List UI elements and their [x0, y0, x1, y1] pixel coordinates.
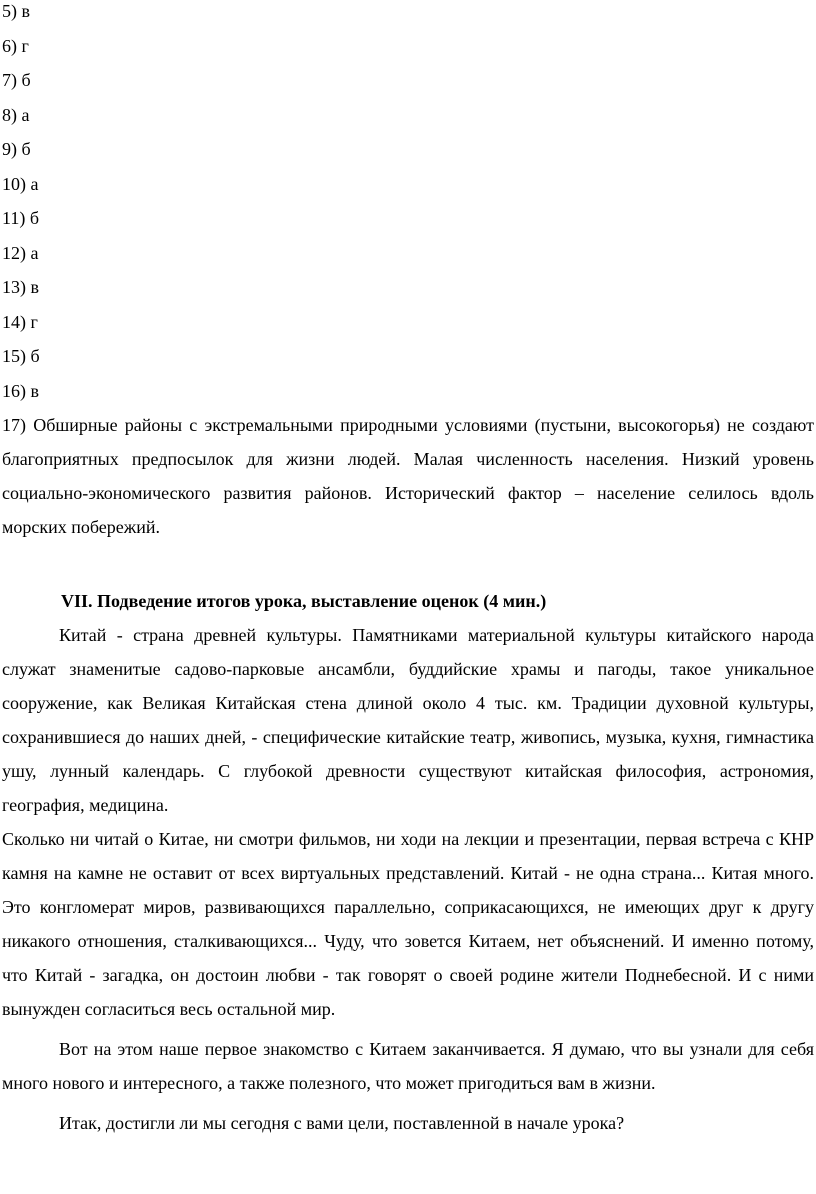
answer-item: 8) а — [2, 104, 30, 125]
answer-17-paragraph: 17) Обширные районы с экстремальными природными условиями (пустыни, высокогорья) не создают благоприятных предпосылок для жизни людей. Малая численность населения. Низкий уровень социально-экономического развития районов. Исторический фактор – население селилось вдоль морских побережий. — [2, 415, 814, 537]
section-heading: VII. Подведение итогов урока, выставление оценок (4 мин.) — [61, 591, 547, 611]
answer-item: 10) а — [2, 173, 39, 194]
answer-item: 12) а — [2, 242, 39, 263]
summary-paragraph-culture: Китай - страна древней культуры. Памятниками материальной культуры китайского народа служат знаменитые садово-парковые ансамбли, буддийские храмы и пагоды, такое уникальное сооружение, как Великая Китайская стена длиной около 4 тыс. км. Традиции духовной культуры, сохранившиеся до наших дней, - специфические китайские театр, живопись, музыка, кухня, гимнастика ушу, лунный календарь. С глубокой древности существуют китайская философия, астрономия, география, медицина. — [2, 625, 814, 815]
answer-list — [2, 0, 814, 408]
answer-item: 11) б — [2, 208, 39, 228]
answer-item: 5) в — [2, 1, 30, 21]
summary-paragraph-china: Сколько ни читай о Китае, ни смотри фильмов, ни ходи на лекции и презентации, первая встреча с КНР камня на камне не оставит от всех виртуальных представлений. Китай - не одна страна... Китая много. Это конгломерат миров, развивающихся параллельно, соприкасающихся, не имеющих друг к другу никакого отношения, сталкивающихся... Чуду, что зовется Китаем, нет объяснений. И именно потому, что Китай - загадка, он достоин любви - так говорят о своей родине жители Поднебесной. И с ними вынужден согласиться весь остальной мир. — [2, 829, 814, 1019]
answer-item: 14) г — [2, 311, 38, 332]
question-paragraph: Итак, достигли ли мы сегодня с вами цели, поставленной в начале урока? — [59, 1113, 625, 1133]
answer-item: 16) в — [2, 380, 39, 401]
closing-paragraph: Вот на этом наше первое знакомство с Китаем заканчивается. Я думаю, что вы узнали для себя много нового и интересного, а также полезного, что может пригодиться вам в жизни. — [2, 1039, 814, 1093]
answer-item: 9) б — [2, 139, 31, 159]
answer-item: 15) б — [2, 346, 40, 366]
answer-item: 7) б — [2, 70, 31, 90]
answer-item: 6) г — [2, 35, 29, 56]
section-spacer — [2, 544, 814, 584]
answer-item: 13) в — [2, 277, 39, 297]
